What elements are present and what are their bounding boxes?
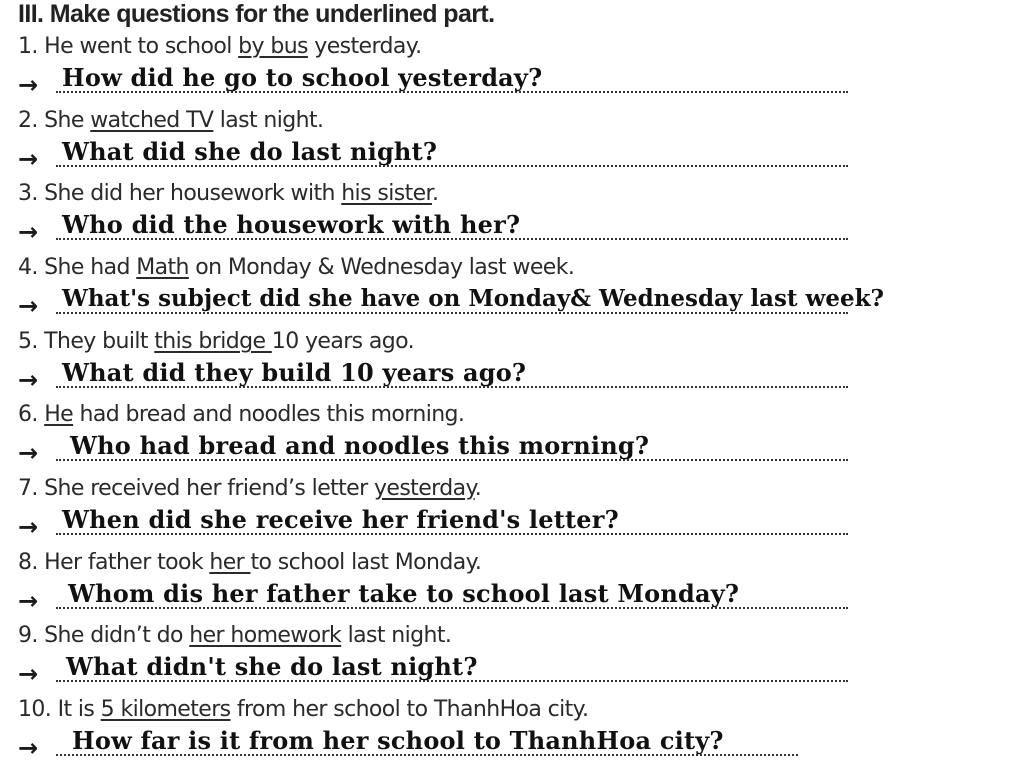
question-text-before: 4. She had: [18, 255, 137, 280]
answer-text: How far is it from her school to ThanhHoa city?: [72, 726, 724, 755]
question-text-before: 3. She did her housework with: [18, 181, 342, 206]
question-text-before: 9. She didn’t do: [18, 623, 190, 648]
arrow-icon: →: [18, 734, 39, 762]
arrow-icon: →: [18, 513, 39, 541]
underlined-part: watched TV: [90, 108, 214, 133]
question-sentence: [18, 254, 574, 282]
exercise-item-1: [0, 33, 1024, 105]
underlined-part: Math: [136, 255, 189, 280]
question-text-before: 6.: [18, 402, 45, 427]
question-sentence: [18, 180, 438, 208]
question-sentence: [18, 622, 451, 650]
answer-text: How did he go to school yesterday?: [62, 63, 543, 92]
question-text-after: last night.: [341, 623, 452, 648]
underlined-part: her homework: [189, 623, 342, 648]
question-text-after: on Monday & Wednesday last week.: [188, 255, 575, 280]
answer-text: When did she receive her friend's letter?: [62, 505, 619, 534]
underlined-part: by bus: [238, 34, 308, 59]
question-sentence: [18, 33, 421, 61]
exercise-heading: III. Make questions for the underlined part.: [18, 0, 495, 28]
question-text-after: 10 years ago.: [271, 329, 415, 354]
underlined-part: her: [209, 550, 251, 575]
arrow-icon: →: [18, 587, 39, 615]
question-sentence: [18, 107, 323, 135]
question-sentence: [18, 401, 464, 429]
exercise-item-8: [0, 549, 1024, 621]
question-text-after: to school last Monday.: [250, 550, 482, 575]
arrow-icon: →: [18, 660, 39, 688]
underlined-part: 5 kilometers: [100, 697, 231, 722]
exercise-item-6: [0, 401, 1024, 473]
question-sentence: [18, 475, 481, 503]
question-text-before: 2. She: [18, 108, 91, 133]
question-text-after: yesterday.: [307, 34, 422, 59]
answer-text: Who did the housework with her?: [62, 210, 521, 239]
exercise-item-3: [0, 180, 1024, 252]
question-text-before: 7. She received her friend’s letter: [18, 476, 374, 501]
exercise-item-4: [0, 254, 1024, 326]
exercise-item-10: [0, 696, 1024, 768]
arrow-icon: →: [18, 145, 39, 173]
question-text-before: 1. He went to school: [18, 34, 239, 59]
answer-text: Who had bread and noodles this morning?: [70, 431, 650, 460]
question-sentence: [18, 328, 414, 356]
question-text-before: 8. Her father took: [18, 550, 210, 575]
arrow-icon: →: [18, 218, 39, 246]
underlined-part: yesterday: [373, 476, 475, 501]
exercise-item-5: [0, 328, 1024, 400]
answer-text: What did she do last night?: [62, 137, 438, 166]
underlined-part: his sister: [341, 181, 432, 206]
question-text-after: .: [431, 181, 439, 206]
answer-text: Whom dis her father take to school last Monday?: [68, 579, 740, 608]
question-text-before: 5. They built: [18, 329, 155, 354]
answer-text: What didn't she do last night?: [66, 652, 478, 681]
underlined-part: this bridge: [154, 329, 272, 354]
question-sentence: [18, 696, 588, 724]
answer-text: What's subject did she have on Monday& Wednesday last week?: [62, 285, 885, 312]
exercise-item-7: [0, 475, 1024, 547]
underlined-part: He: [44, 402, 74, 427]
question-text-after: .: [474, 476, 482, 501]
answer-text: What did they build 10 years ago?: [62, 358, 527, 387]
arrow-icon: →: [18, 366, 39, 394]
arrow-icon: →: [18, 439, 39, 467]
question-text-before: 10. It is: [18, 697, 101, 722]
question-text-after: had bread and noodles this morning.: [73, 402, 465, 427]
arrow-icon: →: [18, 71, 39, 99]
question-sentence: [18, 549, 481, 577]
arrow-icon: →: [18, 292, 39, 320]
question-text-after: from her school to ThanhHoa city.: [230, 697, 589, 722]
exercise-item-9: [0, 622, 1024, 694]
question-text-after: last night.: [213, 108, 324, 133]
exercise-item-2: [0, 107, 1024, 179]
